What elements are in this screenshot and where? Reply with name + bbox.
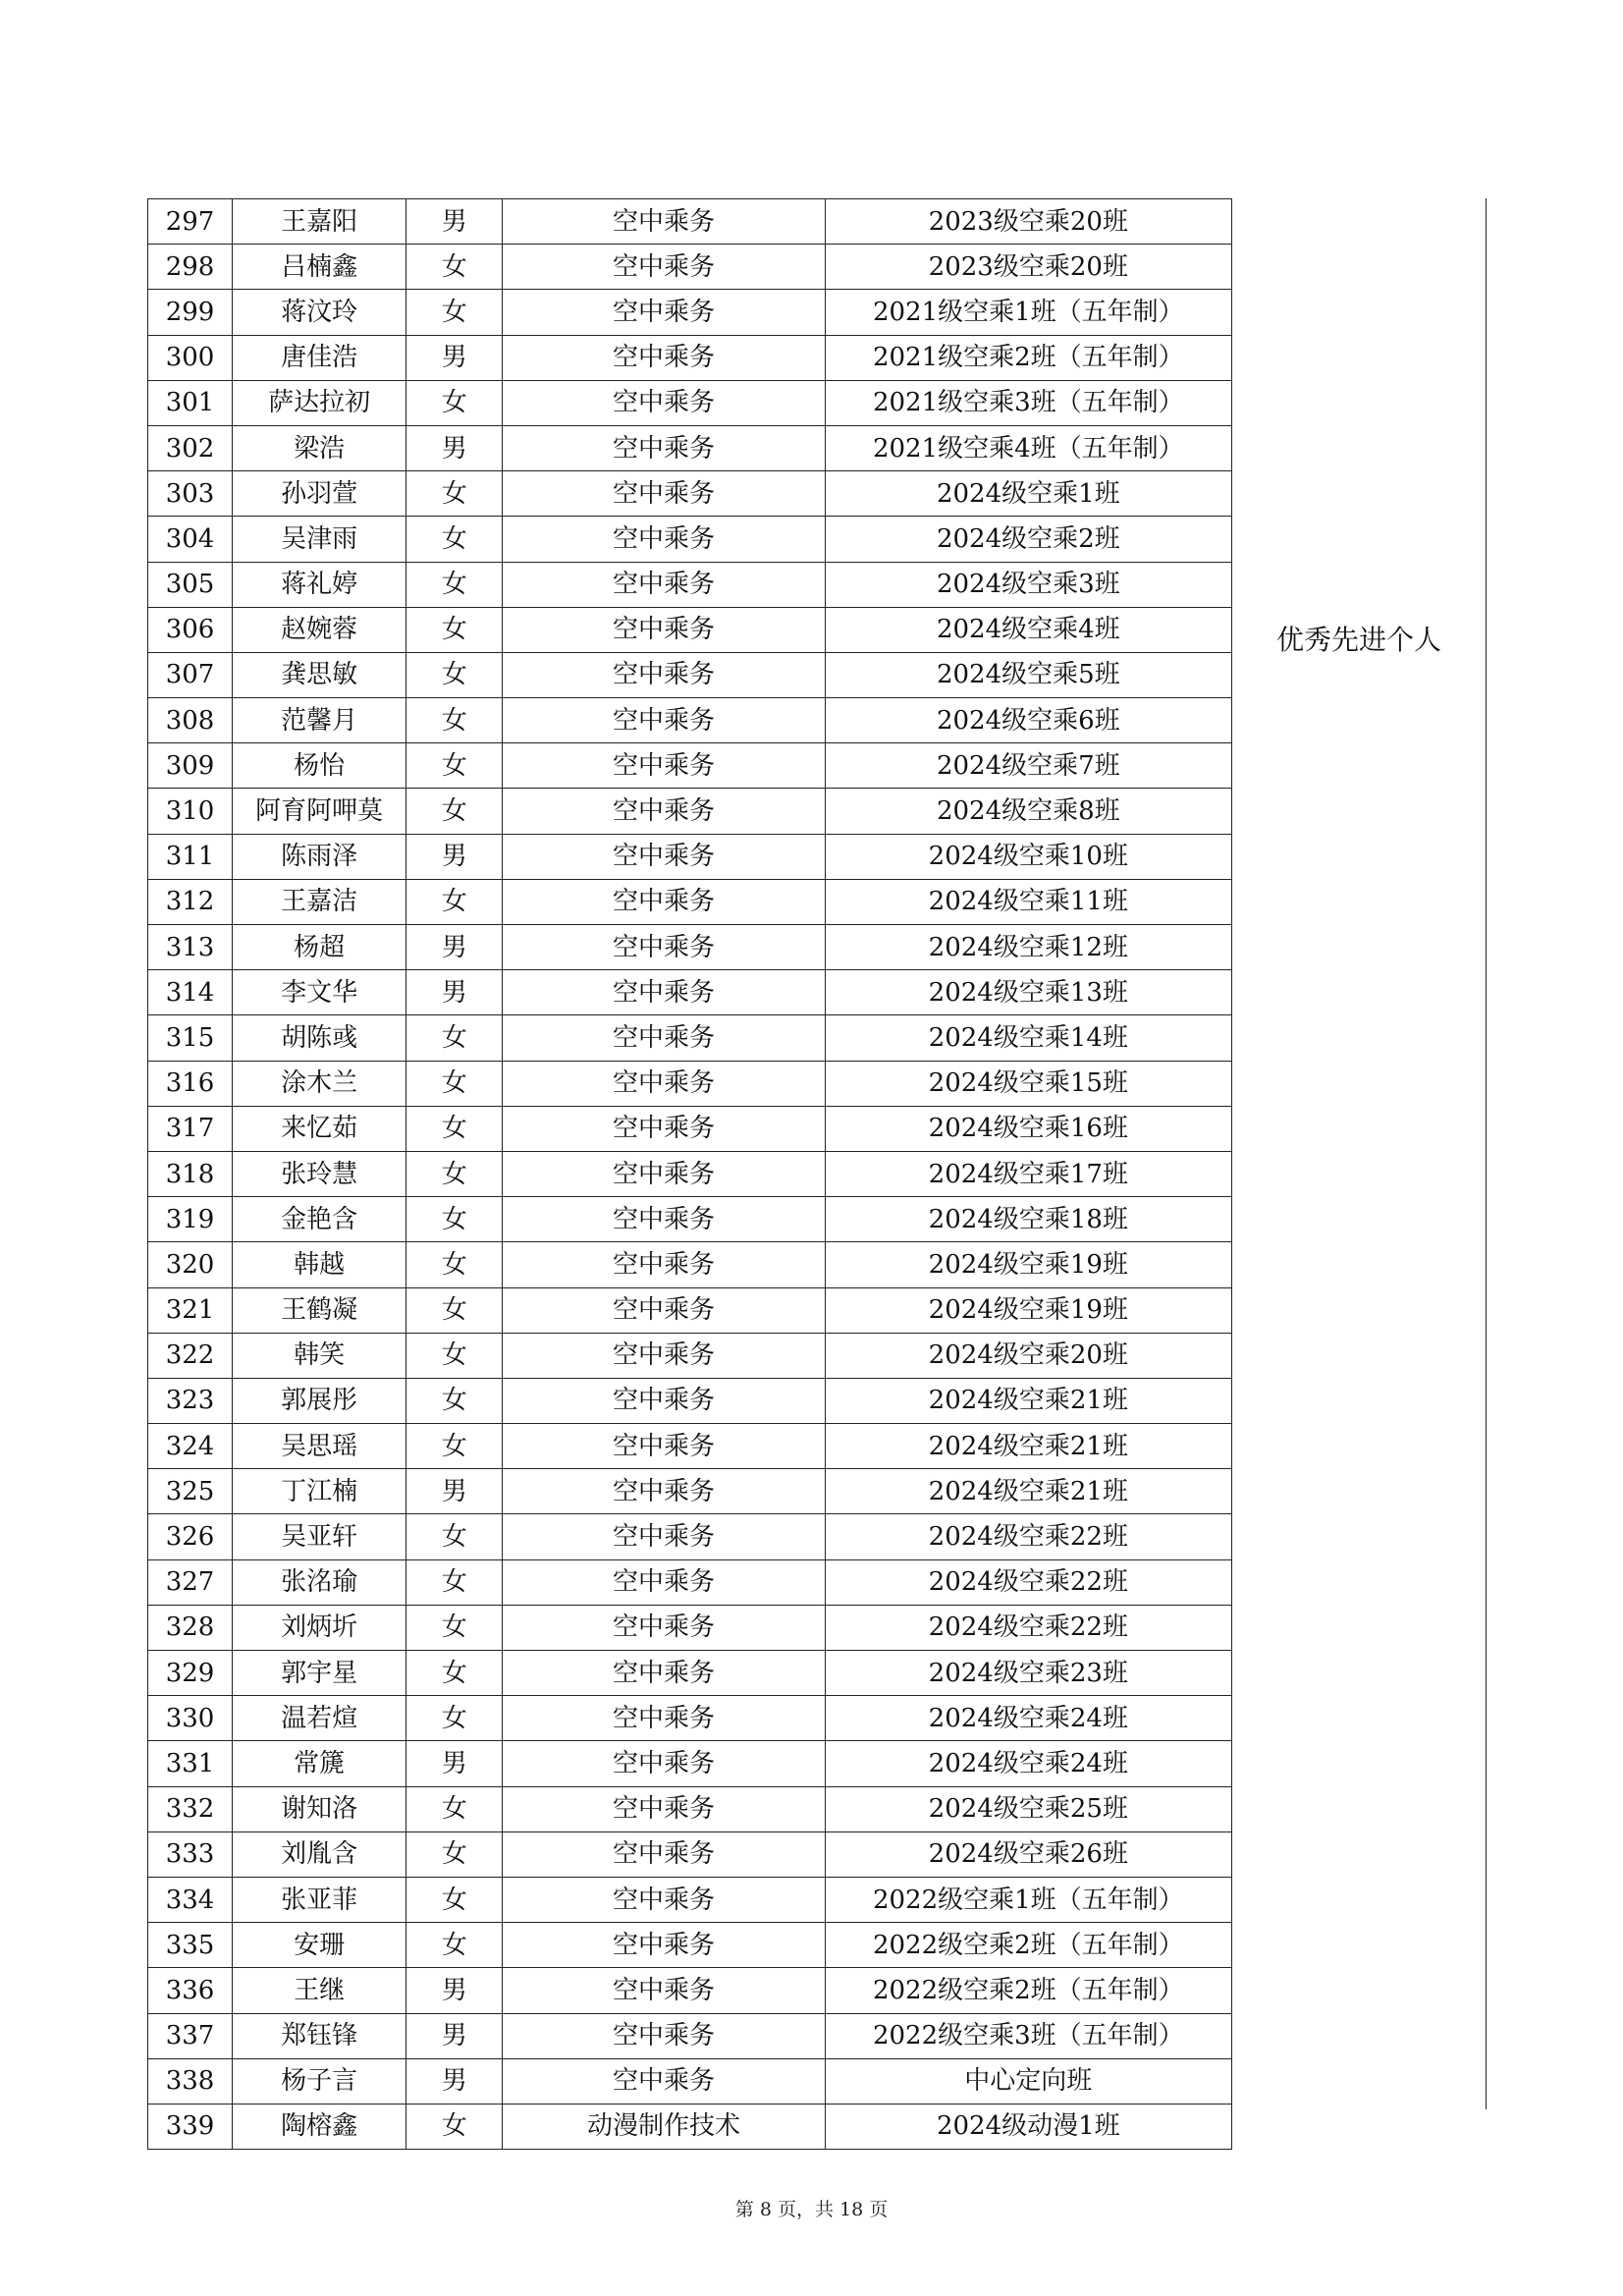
table-row [148, 1469, 1232, 1514]
page-footer: 第 8 页，共 18 页 [734, 2199, 889, 2220]
major-cell: 空中乘务 [503, 1378, 825, 1423]
major-cell: 空中乘务 [503, 607, 825, 652]
student-name-cell: 赵婉蓉 [233, 607, 406, 652]
major-cell: 空中乘务 [503, 1651, 825, 1696]
gender-cell: 女 [406, 1106, 503, 1151]
major-cell: 空中乘务 [503, 789, 825, 834]
table-row [148, 1424, 1232, 1469]
table-row [148, 1923, 1232, 1968]
gender-cell: 女 [406, 1514, 503, 1559]
class-cell: 2023级空乘20班 [825, 199, 1231, 245]
major-cell: 空中乘务 [503, 471, 825, 517]
student-name-cell: 来忆茹 [233, 1106, 406, 1151]
gender-cell: 女 [406, 1786, 503, 1831]
gender-cell: 男 [406, 925, 503, 970]
class-cell: 2024级空乘18班 [825, 1197, 1231, 1242]
gender-cell: 女 [406, 2104, 503, 2149]
gender-cell: 女 [406, 471, 503, 517]
class-cell: 2024级空乘20班 [825, 1333, 1231, 1378]
major-cell: 空中乘务 [503, 1605, 825, 1650]
gender-cell: 男 [406, 425, 503, 470]
major-cell: 空中乘务 [503, 2058, 825, 2104]
table-row [148, 199, 1232, 245]
table-row [148, 1831, 1232, 1877]
gender-cell: 女 [406, 1151, 503, 1196]
student-name-cell: 范馨月 [233, 698, 406, 743]
student-name-cell: 安珊 [233, 1923, 406, 1968]
gender-cell: 男 [406, 2058, 503, 2104]
class-cell: 2024级空乘19班 [825, 1287, 1231, 1333]
class-cell: 2021级空乘2班（五年制） [825, 335, 1231, 380]
gender-cell: 男 [406, 1968, 503, 2013]
gender-cell: 女 [406, 789, 503, 834]
gender-cell: 男 [406, 2013, 503, 2058]
major-cell: 空中乘务 [503, 879, 825, 924]
student-name-cell: 韩越 [233, 1242, 406, 1287]
major-cell: 空中乘务 [503, 743, 825, 789]
major-cell: 空中乘务 [503, 1287, 825, 1333]
row-number-cell: 332 [148, 1786, 233, 1831]
major-cell: 空中乘务 [503, 1831, 825, 1877]
row-number-cell: 336 [148, 1968, 233, 2013]
gender-cell: 女 [406, 1424, 503, 1469]
student-name-cell: 郭展彤 [233, 1378, 406, 1423]
class-cell: 2024级空乘8班 [825, 789, 1231, 834]
student-name-cell: 陈雨泽 [233, 834, 406, 879]
major-cell: 空中乘务 [503, 517, 825, 562]
gender-cell: 女 [406, 1831, 503, 1877]
major-cell: 空中乘务 [503, 335, 825, 380]
class-cell: 2024级空乘3班 [825, 562, 1231, 607]
class-cell: 2024级空乘22班 [825, 1559, 1231, 1605]
class-cell: 2024级空乘23班 [825, 1651, 1231, 1696]
gender-cell: 女 [406, 517, 503, 562]
class-cell: 2024级空乘22班 [825, 1605, 1231, 1650]
class-cell: 2024级空乘16班 [825, 1106, 1231, 1151]
student-name-cell: 胡陈彧 [233, 1015, 406, 1061]
table-row [148, 1559, 1232, 1605]
row-number-cell: 298 [148, 245, 233, 290]
row-number-cell: 325 [148, 1469, 233, 1514]
row-number-cell: 322 [148, 1333, 233, 1378]
row-number-cell: 327 [148, 1559, 233, 1605]
student-name-cell: 郑钰锋 [233, 2013, 406, 2058]
major-cell: 空中乘务 [503, 199, 825, 245]
table-row [148, 743, 1232, 789]
student-name-cell: 韩笑 [233, 1333, 406, 1378]
row-number-cell: 335 [148, 1923, 233, 1968]
major-cell: 空中乘务 [503, 1514, 825, 1559]
student-name-cell: 萨达拉初 [233, 380, 406, 425]
row-number-cell: 314 [148, 970, 233, 1015]
row-number-cell: 300 [148, 335, 233, 380]
class-cell: 2024级空乘19班 [825, 1242, 1231, 1287]
student-name-cell: 李文华 [233, 970, 406, 1015]
row-number-cell: 339 [148, 2104, 233, 2149]
gender-cell: 男 [406, 970, 503, 1015]
table-row [148, 471, 1232, 517]
row-number-cell: 307 [148, 652, 233, 697]
gender-cell: 女 [406, 879, 503, 924]
row-number-cell: 323 [148, 1378, 233, 1423]
gender-cell: 女 [406, 1061, 503, 1106]
gender-cell: 女 [406, 1287, 503, 1333]
table-row [148, 1741, 1232, 1786]
major-cell: 空中乘务 [503, 1151, 825, 1196]
student-name-cell: 丁江楠 [233, 1469, 406, 1514]
gender-cell: 女 [406, 1923, 503, 1968]
student-name-cell: 王嘉洁 [233, 879, 406, 924]
class-cell: 2024级空乘21班 [825, 1378, 1231, 1423]
gender-cell: 女 [406, 1605, 503, 1650]
table-row [148, 879, 1232, 924]
gender-cell: 女 [406, 1197, 503, 1242]
major-cell: 空中乘务 [503, 1469, 825, 1514]
major-cell: 空中乘务 [503, 1015, 825, 1061]
row-number-cell: 306 [148, 607, 233, 652]
table-row [148, 2013, 1232, 2058]
student-name-cell: 张亚菲 [233, 1877, 406, 1922]
table-row [148, 1106, 1232, 1151]
gender-cell: 男 [406, 1741, 503, 1786]
major-cell: 空中乘务 [503, 1242, 825, 1287]
table-row [148, 335, 1232, 380]
major-cell: 空中乘务 [503, 425, 825, 470]
class-cell: 2024级空乘12班 [825, 925, 1231, 970]
major-cell: 空中乘务 [503, 1877, 825, 1922]
row-number-cell: 328 [148, 1605, 233, 1650]
table-row [148, 1015, 1232, 1061]
major-cell: 空中乘务 [503, 698, 825, 743]
student-name-cell: 龚思敏 [233, 652, 406, 697]
major-cell: 空中乘务 [503, 1923, 825, 1968]
table-row [148, 1197, 1232, 1242]
major-cell: 空中乘务 [503, 925, 825, 970]
class-cell: 2023级空乘20班 [825, 245, 1231, 290]
table-row [148, 1151, 1232, 1196]
student-name-cell: 刘胤含 [233, 1831, 406, 1877]
gender-cell: 女 [406, 1242, 503, 1287]
table-row [148, 1877, 1232, 1922]
table-row [148, 1696, 1232, 1741]
major-cell: 空中乘务 [503, 1786, 825, 1831]
row-number-cell: 333 [148, 1831, 233, 1877]
student-name-cell: 梁浩 [233, 425, 406, 470]
student-name-cell: 常篪 [233, 1741, 406, 1786]
award-list-sheet [147, 198, 1486, 2142]
row-number-cell: 305 [148, 562, 233, 607]
gender-cell: 女 [406, 607, 503, 652]
class-cell: 2022级空乘1班（五年制） [825, 1877, 1231, 1922]
gender-cell: 男 [406, 1469, 503, 1514]
class-cell: 2024级空乘1班 [825, 471, 1231, 517]
gender-cell: 男 [406, 335, 503, 380]
gender-cell: 女 [406, 652, 503, 697]
student-name-cell: 唐佳浩 [233, 335, 406, 380]
row-number-cell: 297 [148, 199, 233, 245]
class-cell: 2024级空乘6班 [825, 698, 1231, 743]
row-number-cell: 311 [148, 834, 233, 879]
class-cell: 2022级空乘2班（五年制） [825, 1923, 1231, 1968]
class-cell: 2024级空乘2班 [825, 517, 1231, 562]
student-name-cell: 金艳含 [233, 1197, 406, 1242]
class-cell: 2024级空乘11班 [825, 879, 1231, 924]
table-row [148, 789, 1232, 834]
student-name-cell: 孙羽萱 [233, 471, 406, 517]
row-number-cell: 324 [148, 1424, 233, 1469]
student-name-cell: 吴思瑶 [233, 1424, 406, 1469]
row-number-cell: 331 [148, 1741, 233, 1786]
class-cell: 2024级空乘14班 [825, 1015, 1231, 1061]
table-row [148, 2104, 1232, 2149]
gender-cell: 女 [406, 698, 503, 743]
row-number-cell: 320 [148, 1242, 233, 1287]
class-cell: 2024级动漫1班 [825, 2104, 1231, 2149]
major-cell: 空中乘务 [503, 1061, 825, 1106]
class-cell: 2024级空乘25班 [825, 1786, 1231, 1831]
class-cell: 2024级空乘7班 [825, 743, 1231, 789]
table-row [148, 1242, 1232, 1287]
student-name-cell: 王鹤凝 [233, 1287, 406, 1333]
table-row [148, 1651, 1232, 1696]
table-row [148, 290, 1232, 335]
row-number-cell: 302 [148, 425, 233, 470]
class-cell: 2021级空乘3班（五年制） [825, 380, 1231, 425]
row-number-cell: 338 [148, 2058, 233, 2104]
major-cell: 动漫制作技术 [503, 2104, 825, 2149]
award-category-label: 优秀先进个人 [1275, 624, 1441, 656]
table-row [148, 1968, 1232, 2013]
row-number-cell: 315 [148, 1015, 233, 1061]
row-number-cell: 330 [148, 1696, 233, 1741]
class-cell: 2024级空乘21班 [825, 1424, 1231, 1469]
table-row [148, 1605, 1232, 1650]
row-number-cell: 319 [148, 1197, 233, 1242]
student-name-cell: 杨怡 [233, 743, 406, 789]
student-name-cell: 杨超 [233, 925, 406, 970]
major-cell: 空中乘务 [503, 1197, 825, 1242]
table-row [148, 698, 1232, 743]
major-cell: 空中乘务 [503, 245, 825, 290]
student-name-cell: 陶榕鑫 [233, 2104, 406, 2149]
class-cell: 中心定向班 [825, 2058, 1231, 2104]
major-cell: 空中乘务 [503, 380, 825, 425]
row-number-cell: 316 [148, 1061, 233, 1106]
class-cell: 2024级空乘10班 [825, 834, 1231, 879]
class-cell: 2024级空乘22班 [825, 1514, 1231, 1559]
student-name-cell: 蒋礼婷 [233, 562, 406, 607]
row-number-cell: 301 [148, 380, 233, 425]
table-row [148, 425, 1232, 470]
gender-cell: 女 [406, 743, 503, 789]
table-row [148, 562, 1232, 607]
student-table [147, 198, 1232, 2150]
table-row [148, 1786, 1232, 1831]
row-number-cell: 312 [148, 879, 233, 924]
student-name-cell: 王继 [233, 1968, 406, 2013]
major-cell: 空中乘务 [503, 652, 825, 697]
table-row [148, 834, 1232, 879]
gender-cell: 女 [406, 1559, 503, 1605]
gender-cell: 女 [406, 1015, 503, 1061]
table-row [148, 517, 1232, 562]
gender-cell: 女 [406, 380, 503, 425]
table-row [148, 925, 1232, 970]
student-name-cell: 王嘉阳 [233, 199, 406, 245]
student-name-cell: 刘炳圻 [233, 1605, 406, 1650]
row-number-cell: 299 [148, 290, 233, 335]
row-number-cell: 309 [148, 743, 233, 789]
row-number-cell: 321 [148, 1287, 233, 1333]
table-row [148, 2058, 1232, 2104]
class-cell: 2024级空乘13班 [825, 970, 1231, 1015]
row-number-cell: 334 [148, 1877, 233, 1922]
gender-cell: 男 [406, 834, 503, 879]
row-number-cell: 318 [148, 1151, 233, 1196]
table-row [148, 1287, 1232, 1333]
student-name-cell: 张洺瑜 [233, 1559, 406, 1605]
row-number-cell: 310 [148, 789, 233, 834]
table-row [148, 1333, 1232, 1378]
class-cell: 2024级空乘17班 [825, 1151, 1231, 1196]
class-cell: 2024级空乘21班 [825, 1469, 1231, 1514]
class-cell: 2022级空乘2班（五年制） [825, 1968, 1231, 2013]
major-cell: 空中乘务 [503, 1424, 825, 1469]
row-number-cell: 326 [148, 1514, 233, 1559]
student-name-cell: 吕楠鑫 [233, 245, 406, 290]
major-cell: 空中乘务 [503, 1106, 825, 1151]
class-cell: 2021级空乘1班（五年制） [825, 290, 1231, 335]
class-cell: 2021级空乘4班（五年制） [825, 425, 1231, 470]
table-row [148, 607, 1232, 652]
gender-cell: 男 [406, 199, 503, 245]
class-cell: 2024级空乘15班 [825, 1061, 1231, 1106]
table-row [148, 1061, 1232, 1106]
row-number-cell: 329 [148, 1651, 233, 1696]
student-name-cell: 涂木兰 [233, 1061, 406, 1106]
student-name-cell: 杨子言 [233, 2058, 406, 2104]
class-cell: 2024级空乘4班 [825, 607, 1231, 652]
major-cell: 空中乘务 [503, 1696, 825, 1741]
major-cell: 空中乘务 [503, 562, 825, 607]
gender-cell: 女 [406, 1333, 503, 1378]
table-row [148, 1378, 1232, 1423]
row-number-cell: 317 [148, 1106, 233, 1151]
major-cell: 空中乘务 [503, 970, 825, 1015]
gender-cell: 女 [406, 1696, 503, 1741]
student-name-cell: 温若煊 [233, 1696, 406, 1741]
major-cell: 空中乘务 [503, 2013, 825, 2058]
major-cell: 空中乘务 [503, 290, 825, 335]
table-row [148, 1514, 1232, 1559]
table-row [148, 380, 1232, 425]
student-name-cell: 张玲慧 [233, 1151, 406, 1196]
student-name-cell: 阿育阿呷莫 [233, 789, 406, 834]
gender-cell: 女 [406, 1378, 503, 1423]
student-name-cell: 郭宇星 [233, 1651, 406, 1696]
table-row [148, 245, 1232, 290]
row-number-cell: 308 [148, 698, 233, 743]
class-cell: 2024级空乘24班 [825, 1696, 1231, 1741]
student-name-cell: 吴亚轩 [233, 1514, 406, 1559]
row-number-cell: 313 [148, 925, 233, 970]
gender-cell: 女 [406, 562, 503, 607]
gender-cell: 女 [406, 290, 503, 335]
class-cell: 2024级空乘26班 [825, 1831, 1231, 1877]
row-number-cell: 303 [148, 471, 233, 517]
student-name-cell: 吴津雨 [233, 517, 406, 562]
gender-cell: 女 [406, 1877, 503, 1922]
major-cell: 空中乘务 [503, 834, 825, 879]
award-category-column [1232, 198, 1487, 2109]
table-row [148, 652, 1232, 697]
major-cell: 空中乘务 [503, 1559, 825, 1605]
major-cell: 空中乘务 [503, 1741, 825, 1786]
table-row [148, 970, 1232, 1015]
major-cell: 空中乘务 [503, 1333, 825, 1378]
class-cell: 2024级空乘5班 [825, 652, 1231, 697]
student-name-cell: 蒋汶玲 [233, 290, 406, 335]
gender-cell: 女 [406, 1651, 503, 1696]
class-cell: 2024级空乘24班 [825, 1741, 1231, 1786]
gender-cell: 女 [406, 245, 503, 290]
major-cell: 空中乘务 [503, 1968, 825, 2013]
student-name-cell: 谢知洛 [233, 1786, 406, 1831]
class-cell: 2022级空乘3班（五年制） [825, 2013, 1231, 2058]
student-table-body [148, 199, 1232, 2150]
row-number-cell: 304 [148, 517, 233, 562]
row-number-cell: 337 [148, 2013, 233, 2058]
